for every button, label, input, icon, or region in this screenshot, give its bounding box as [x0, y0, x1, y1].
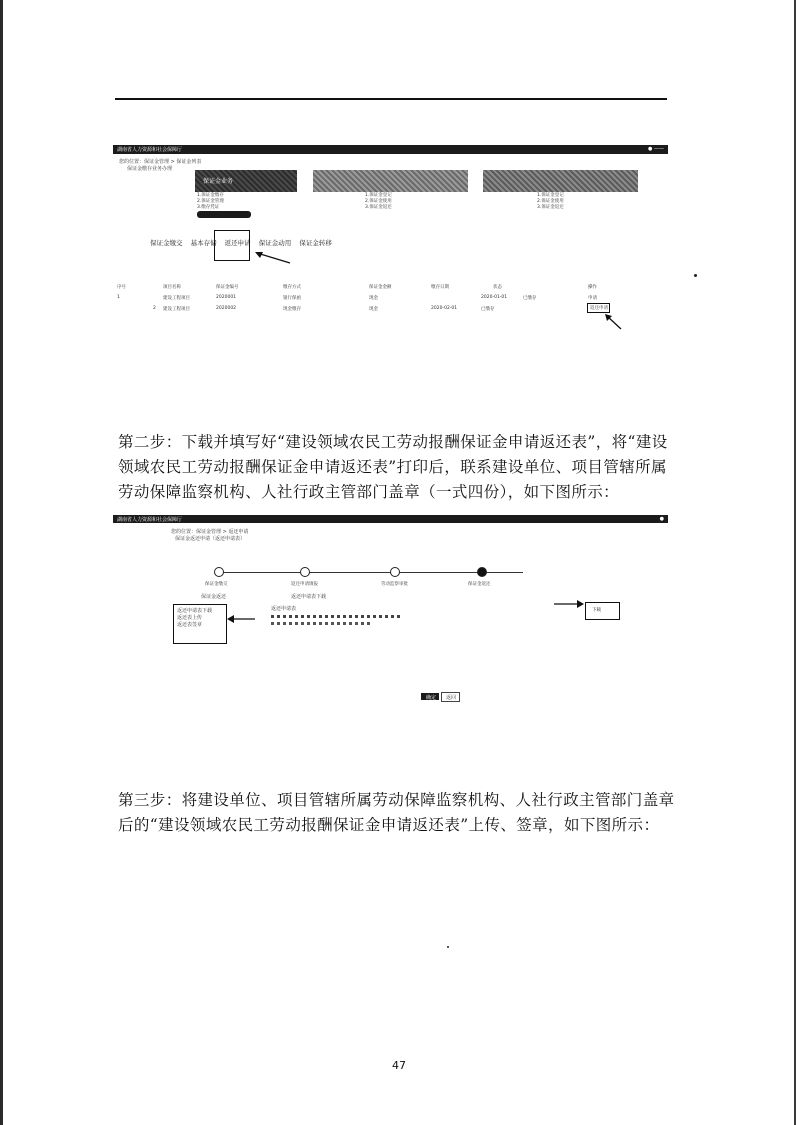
user-indicator: ●	[659, 516, 664, 522]
table-header-cell: 状态	[493, 285, 502, 290]
step-marker-current	[477, 567, 487, 577]
user-indicator: ● ——	[648, 146, 664, 152]
step3-paragraph: 第三步：将建设单位、项目管辖所属劳动保障监察机构、人社行政主管部门盖章后的“建设领域农民工劳动报酬保证金申请返还表”上传、签章，如下图所示：	[118, 791, 675, 834]
table-cell: 2	[153, 306, 156, 311]
table-cell: 2020001	[216, 295, 237, 300]
table-cell: 1	[117, 295, 120, 300]
step-label: 保证金返还	[468, 582, 491, 587]
card-return[interactable]	[483, 170, 638, 192]
table-header-cell: 操作	[588, 285, 597, 290]
card-list: 1.保证金登记 2.保证金使用 3.保证金返还	[365, 193, 392, 210]
step-marker	[390, 567, 400, 577]
table-cell: 现金	[369, 307, 378, 312]
form-line: 返还申请表	[271, 606, 297, 612]
form-text-line	[271, 615, 401, 618]
tab-usage[interactable]: 保证金动用	[258, 239, 292, 247]
table-header-cell: 项目名称	[163, 285, 181, 290]
title-bar-text: 湖南省人力资源和社会保障厅	[117, 147, 183, 153]
return-apply-link[interactable]: 返还申请	[590, 306, 608, 311]
table-cell: 建设工程项目	[163, 296, 190, 301]
title-bar-text: 湖南省人力资源和社会保障厅	[117, 517, 183, 523]
side-title: 保证金返还	[201, 594, 227, 600]
side-menu	[174, 605, 226, 632]
tab-transfer[interactable]: 保证金转移	[299, 239, 332, 247]
download-box[interactable]	[585, 602, 620, 620]
step2-paragraph: 第二步：下载并填写好“建设领域农民工劳动报酬保证金申请返还表”，将“建设领域农民工劳动报酬保证金申请返还表”打印后，联系建设单位、项目管辖所属劳动保障监察机构、人社行政主管部门盖章（一式四份），如下图所示：	[118, 433, 668, 501]
scan-speck	[447, 946, 449, 948]
return-apply-box[interactable]	[587, 303, 610, 313]
page-number: 47	[392, 1059, 406, 1072]
confirm-button[interactable]: 确定	[421, 693, 439, 700]
table-cell: 建设工程项目	[163, 307, 190, 312]
step-marker	[300, 567, 310, 577]
step-marker	[214, 567, 224, 577]
arrow-icon	[253, 249, 291, 265]
screenshot-return-apply	[113, 515, 668, 750]
highlight-pill[interactable]	[197, 211, 251, 218]
form-title: 返还申请表下载	[291, 594, 327, 600]
table-cell: 已缴存	[523, 296, 537, 301]
title-bar	[113, 145, 668, 154]
breadcrumb: 您的位置：保证金管理 > 保证金列表	[119, 159, 202, 165]
card-label: 保证金业务	[203, 178, 234, 185]
card-deposit[interactable]	[195, 170, 297, 192]
download-button[interactable]: 下载	[592, 608, 601, 613]
arrow-icon	[603, 313, 623, 331]
table-cell: 银行保函	[283, 296, 301, 301]
step-label: 保证金缴交	[205, 582, 228, 587]
tab-return[interactable]: 返还申请	[224, 239, 251, 247]
card-list: 1.保证金缴存 2.保证金管理 3.缴存凭证	[197, 193, 224, 210]
card-list: 1.保证金登记 2.保证金使用 3.保证金返还	[537, 193, 564, 210]
form-text-line	[271, 622, 371, 625]
title-bar	[113, 515, 668, 523]
table-cell: 2020-02-01	[431, 306, 458, 311]
table-cell: 2020002	[216, 306, 237, 311]
header-rule	[115, 98, 667, 100]
section-title: 保证金缴存业务办理	[127, 166, 173, 172]
table-header-cell: 缴存日期	[431, 285, 449, 290]
side-menu-box	[173, 604, 227, 644]
table-header-cell: 缴存方式	[283, 285, 301, 290]
side-item[interactable]: 返还申请表下载	[177, 608, 213, 614]
arrow-icon	[226, 613, 256, 625]
side-item[interactable]: 返还表上传	[177, 615, 203, 621]
back-button[interactable]: 返回	[441, 692, 460, 702]
table-cell: 现金	[369, 296, 378, 301]
screenshot-deposit-list: 湖南省人力资源和社会保障厅 ● —— 您的位置：保证金管理 > 保证金列表 保证金缴存业务办理 保证金业务 1.保证金缴存 2.保证金管理 3.缴存凭证 1.保证金登记 2.保证金使用 3.保证金返还 1.保证金登记 2.保证金使用 3.保证金返还 保证金缴交 基本存储 返还申请 保证金动用 保证金转移 序号 项目名称 保证金编号 缴存方式 保证金金额 缴存日期 状态 操作 1 建设工程项目 2020001 银行保函 现金 2020-01-01 已缴存 申请 2 建设工程项目 2020002 现金缴存 现金 2020-02-01 已缴存 返还申请	[113, 145, 668, 350]
scan-edge	[0, 0, 3, 1125]
table-header-cell: 保证金编号	[216, 285, 239, 290]
table-action-link[interactable]: 申请	[588, 296, 597, 301]
table-cell: 2020-01-01	[481, 295, 508, 300]
table-header-cell: 保证金金额	[369, 285, 392, 290]
card-manage[interactable]	[313, 170, 468, 192]
step-label: 劳动监察审批	[381, 582, 408, 587]
section-title: 保证金返还申请（返还申请表）	[175, 536, 246, 542]
scan-speck	[694, 274, 697, 277]
tab-storage[interactable]: 基本存储	[190, 239, 217, 247]
arrow-icon	[553, 598, 585, 610]
breadcrumb: 您的位置：保证金管理 > 返还申请	[171, 529, 249, 535]
step-label: 返还申请填报	[291, 582, 318, 587]
highlight-box	[214, 230, 250, 261]
tab-deposit[interactable]: 保证金缴交	[150, 239, 183, 247]
table-cell: 已缴存	[481, 307, 495, 312]
side-item[interactable]: 返还表签章	[177, 622, 203, 628]
table-cell: 现金缴存	[283, 307, 301, 312]
